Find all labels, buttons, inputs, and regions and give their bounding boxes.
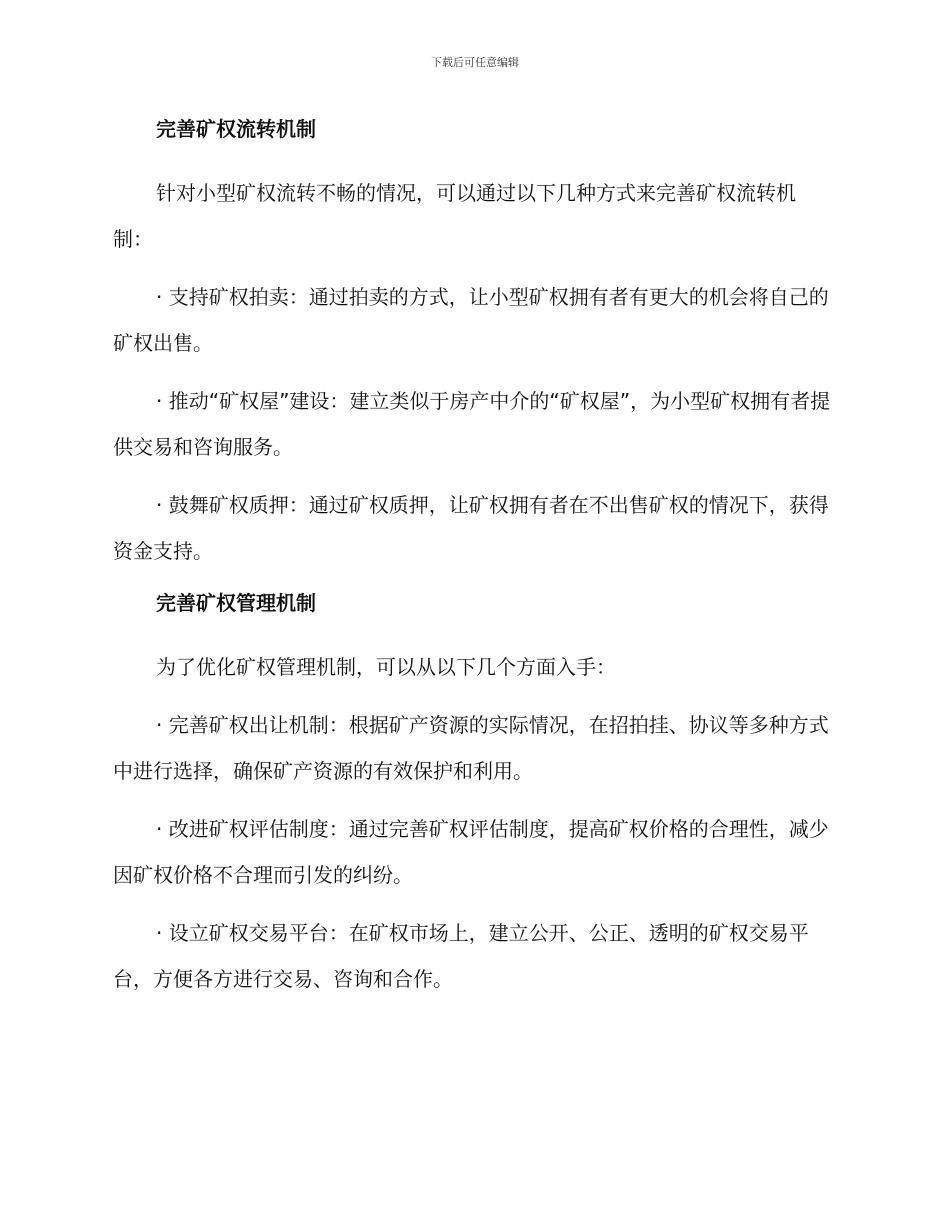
bullet-paragraph: · 改进矿权评估制度：通过完善矿权评估制度，提高矿权价格的合理性，减少因矿权价格不合理而引发的纠纷。 [113,817,829,887]
bullet-paragraph: · 推动“矿权屋”建设：建立类似于房产中介的“矿权屋”，为小型矿权拥有者提供交易和咨询服务。 [113,389,831,459]
intro-paragraph: 为了优化矿权管理机制，可以从以下几个方面入手： [156,655,616,679]
bullet-paragraph: · 支持矿权拍卖：通过拍卖的方式，让小型矿权拥有者有更大的机会将自己的矿权出售。 [113,285,829,355]
section-management [113,586,833,1002]
page-header: 下载后可任意编辑 [431,56,519,69]
section-circulation [113,112,833,574]
intro-paragraph: 针对小型矿权流转不畅的情况，可以通过以下几种方式来完善矿权流转机制： [113,181,796,251]
bullet-paragraph: · 设立矿权交易平台：在矿权市场上，建立公开、公正、透明的矿权交易平台，方便各方进行交易、咨询和合作。 [113,921,809,991]
section-heading: 完善矿权管理机制 [156,591,316,615]
section-heading: 完善矿权流转机制 [156,117,316,141]
document-body [113,112,833,1014]
bullet-paragraph: · 鼓舞矿权质押：通过矿权质押，让矿权拥有者在不出售矿权的情况下，获得资金支持。 [113,493,829,563]
bullet-paragraph: · 完善矿权出让机制：根据矿产资源的实际情况，在招拍挂、协议等多种方式中进行选择，确保矿产资源的有效保护和利用。 [113,713,829,783]
